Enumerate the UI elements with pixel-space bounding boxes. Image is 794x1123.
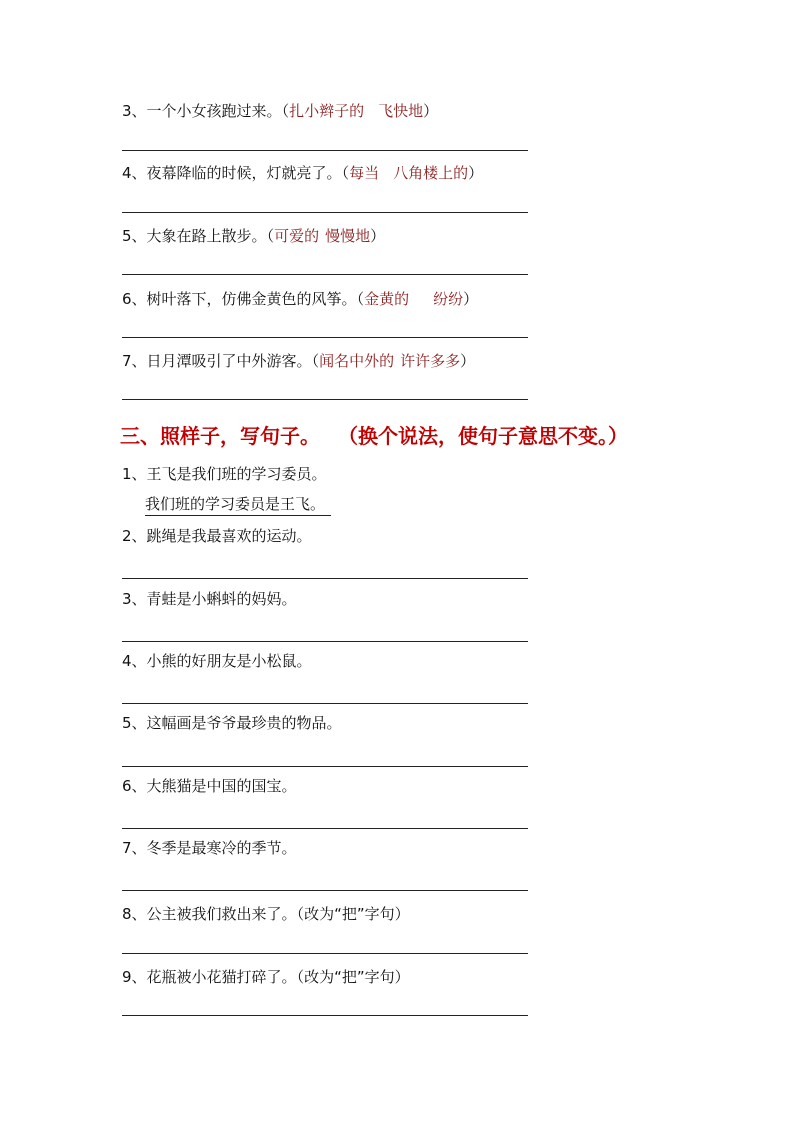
question-sentence: 一个小女孩跑过来。 xyxy=(146,102,282,120)
rewrite-question-7 xyxy=(122,838,297,858)
question-number: 5、 xyxy=(122,714,147,732)
question-sentence: 王飞是我们班的学习委员。 xyxy=(146,465,327,483)
question-number: 8、 xyxy=(122,905,147,923)
question-number: 3、 xyxy=(122,102,147,120)
hint-word: 金黄的 xyxy=(364,290,410,308)
open-paren: （ xyxy=(266,227,275,245)
question-sentence: 花瓶被小花猫打碎了。 xyxy=(146,968,297,986)
hint-word: 扎小辫子的 xyxy=(289,102,365,120)
example-question xyxy=(122,464,327,484)
close-paren: ） xyxy=(463,290,479,308)
hint-word: 许许多多 xyxy=(400,352,461,370)
open-paren: （ xyxy=(311,352,320,370)
hint-word: 慢慢地 xyxy=(325,227,371,245)
question-number: 7、 xyxy=(122,352,147,370)
answer-line[interactable] xyxy=(122,641,528,642)
expand-question-5 xyxy=(122,226,385,246)
hint-word: 每当 xyxy=(349,164,380,182)
question-number: 9、 xyxy=(122,968,147,986)
answer-line[interactable] xyxy=(122,150,528,151)
question-sentence: 日月潭吸引了中外游客。 xyxy=(146,352,312,370)
section-title-main: 三、照样子，写句子。 xyxy=(120,424,320,448)
expand-question-4 xyxy=(122,163,483,183)
question-sentence: 小熊的好朋友是小松鼠。 xyxy=(146,652,312,670)
expand-question-3 xyxy=(122,101,438,121)
question-number: 4、 xyxy=(122,164,147,182)
question-note: （改为“把”字句） xyxy=(296,905,410,923)
question-note: （改为“把”字句） xyxy=(296,968,410,986)
expand-question-6 xyxy=(122,289,478,309)
question-number: 6、 xyxy=(122,777,147,795)
answer-line[interactable] xyxy=(122,578,528,579)
open-paren: （ xyxy=(341,164,350,182)
close-paren: ） xyxy=(460,352,476,370)
question-sentence: 跳绳是我最喜欢的运动。 xyxy=(146,527,312,545)
answer-line[interactable] xyxy=(122,953,528,954)
question-sentence: 大象在路上散步。 xyxy=(146,227,267,245)
rewrite-question-4 xyxy=(122,651,312,671)
question-sentence: 公主被我们救出来了。 xyxy=(146,905,297,923)
hint-word: 飞快地 xyxy=(378,102,424,120)
question-number: 2、 xyxy=(122,527,147,545)
answer-line[interactable] xyxy=(122,212,528,213)
rewrite-question-5 xyxy=(122,713,342,733)
rewrite-question-6 xyxy=(122,776,297,796)
example-answer: 我们班的学习委员是王飞。 xyxy=(145,494,331,516)
close-paren: ） xyxy=(423,102,439,120)
question-number: 6、 xyxy=(122,290,147,308)
answer-line[interactable] xyxy=(122,1015,528,1016)
hint-word: 可爱的 xyxy=(274,227,320,245)
answer-line[interactable] xyxy=(122,766,528,767)
question-sentence: 大熊猫是中国的国宝。 xyxy=(146,777,297,795)
question-sentence: 夜幕降临的时候，灯就亮了。 xyxy=(146,164,342,182)
rewrite-question-2 xyxy=(122,526,312,546)
hint-word: 闻名中外的 xyxy=(319,352,395,370)
rewrite-question-9 xyxy=(122,967,410,987)
question-number: 4、 xyxy=(122,652,147,670)
rewrite-question-8 xyxy=(122,904,410,924)
section-title-instruction: （换个说法，使句子意思不变。） xyxy=(348,424,628,448)
hint-word: 纷纷 xyxy=(433,290,464,308)
question-sentence: 青蛙是小蝌蚪的妈妈。 xyxy=(146,590,297,608)
close-paren: ） xyxy=(370,227,386,245)
open-paren: （ xyxy=(356,290,365,308)
answer-line[interactable] xyxy=(122,890,528,891)
rewrite-question-3 xyxy=(122,589,297,609)
question-sentence: 树叶落下，仿佛金黄色的风筝。 xyxy=(146,290,357,308)
expand-question-7 xyxy=(122,351,475,371)
answer-line[interactable] xyxy=(122,337,528,338)
question-number: 3、 xyxy=(122,590,147,608)
question-number: 1、 xyxy=(122,465,147,483)
hint-word: 八角楼上的 xyxy=(393,164,469,182)
answer-line[interactable] xyxy=(122,274,528,275)
answer-line[interactable] xyxy=(122,399,528,400)
open-paren: （ xyxy=(281,102,290,120)
close-paren: ） xyxy=(468,164,484,182)
question-number: 7、 xyxy=(122,839,147,857)
question-number: 5、 xyxy=(122,227,147,245)
section-title xyxy=(120,423,628,449)
question-sentence: 这幅画是爷爷最珍贵的物品。 xyxy=(146,714,342,732)
answer-line[interactable] xyxy=(122,703,528,704)
question-sentence: 冬季是最寒冷的季节。 xyxy=(146,839,297,857)
answer-line[interactable] xyxy=(122,828,528,829)
